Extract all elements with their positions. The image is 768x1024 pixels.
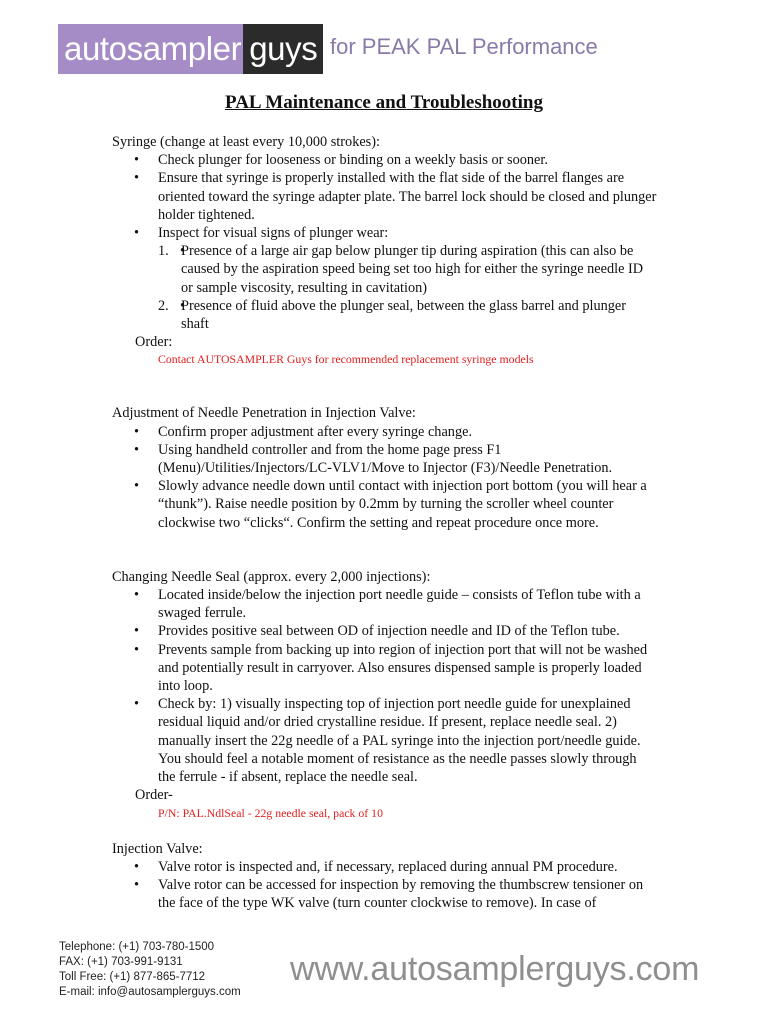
list-item: • Slowly advance needle down until contact with injection port bottom (you will hear a “thunk”). Raise needle position by 0.2mm by turning the scroller wheel counter clockwise two “clicks“. Confirm the setting and repeat procedure once more. <box>112 477 657 532</box>
list-item <box>112 224 657 333</box>
order-note: P/N: PAL.NdlSeal - 22g needle seal, pack of 10 <box>158 805 383 820</box>
list-item: • Prevents sample from backing up into region of injection port that will not be washed and potentially result in carryover. Also ensures dispensed sample is properly loaded into loop. <box>112 641 657 696</box>
page-title: PAL Maintenance and Troubleshooting <box>225 92 543 113</box>
section-needle-seal <box>112 568 657 822</box>
section-heading-injection-valve: Injection Valve: <box>112 840 203 857</box>
brand-logo <box>58 24 318 74</box>
section-heading-needle-seal: Changing Needle Seal (approx. every 2,000 injections): <box>112 568 431 585</box>
section-heading-syringe: Syringe (change at least every 10,000 strokes): <box>112 134 380 150</box>
tagline: for PEAK PAL Performance <box>330 34 598 59</box>
section-syringe <box>112 133 657 368</box>
numbered-item <box>158 297 657 333</box>
order-label: Order- <box>135 787 173 804</box>
number-label: • 1. <box>158 243 169 260</box>
section-injection-valve <box>112 840 657 913</box>
list-item: • Check plunger for looseness or binding on a weekly basis or sooner. <box>112 151 657 169</box>
number-label: • 2. <box>158 297 169 314</box>
list-item: • Using handheld controller and from the home page press F1 (Menu)/Utilities/Injectors/LC-VLV1/Move to Injector (F3)/Needle Penetration. <box>112 441 657 477</box>
document-body <box>112 133 657 912</box>
order-label: Order: <box>135 334 173 351</box>
logo-text-guys: guys <box>243 24 323 74</box>
numbered-item-text: Presence of fluid above the plunger seal, between the glass barrel and plunger shaft <box>181 297 627 333</box>
list-item: • Located inside/below the injection port needle guide – consists of Teflon tube with a swaged ferrule. <box>112 586 657 622</box>
list-item: • Confirm proper adjustment after every syringe change. <box>112 423 657 441</box>
footer-fax: FAX: (+1) 703-991-9131 <box>59 956 183 968</box>
list-item: • Valve rotor can be accessed for inspection by removing the thumbscrew tensioner on the face of the type WK valve (turn counter clockwise to remove). In case of <box>112 876 657 912</box>
footer-telephone: Telephone: (+1) 703-780-1500 <box>59 941 215 953</box>
footer-website-link[interactable]: www.autosamplerguys.com <box>290 950 700 988</box>
list-item-text: Inspect for visual signs of plunger wear: <box>158 225 389 242</box>
list-item: • Check by: 1) visually inspecting top of injection port needle guide for unexplained residual liquid and/or dried crystalline residue. If present, replace needle seal. 2) manually insert the 22g needle of a PAL syringe into the injection port/needle guide. You should feel a notable moment of resistance as the needle passes slowly through the ferrule - if absent, replace the needle seal. <box>112 695 657 786</box>
list-item: • Valve rotor is inspected and, if necessary, replaced during annual PM procedure. <box>112 858 657 876</box>
order-note: Contact AUTOSAMPLER Guys for recommended replacement syringe models <box>158 352 534 367</box>
list-item: • Provides positive seal between OD of injection needle and ID of the Teflon tube. <box>112 622 657 640</box>
section-heading-needle-adjustment: Adjustment of Needle Penetration in Injection Valve: <box>112 405 416 422</box>
footer-email[interactable]: E-mail: info@autosamplerguys.com <box>59 986 241 998</box>
footer-contact <box>59 940 241 1000</box>
numbered-item-text: Presence of a large air gap below plunger tip during aspiration (this can also be caused by the aspiration speed being set too high for either the syringe needle ID or sample viscosity, resulting in cavitation) <box>181 243 644 296</box>
numbered-item <box>158 242 657 297</box>
list-item: • Ensure that syringe is properly installed with the flat side of the barrel flanges are oriented toward the syringe adapter plate. The barrel lock should be closed and plunger holder tightened. <box>112 169 657 224</box>
footer-tollfree: Toll Free: (+1) 877-865-7712 <box>59 971 206 983</box>
logo-text-autosampler: autosampler <box>64 30 242 67</box>
section-needle-adjustment <box>112 404 657 531</box>
